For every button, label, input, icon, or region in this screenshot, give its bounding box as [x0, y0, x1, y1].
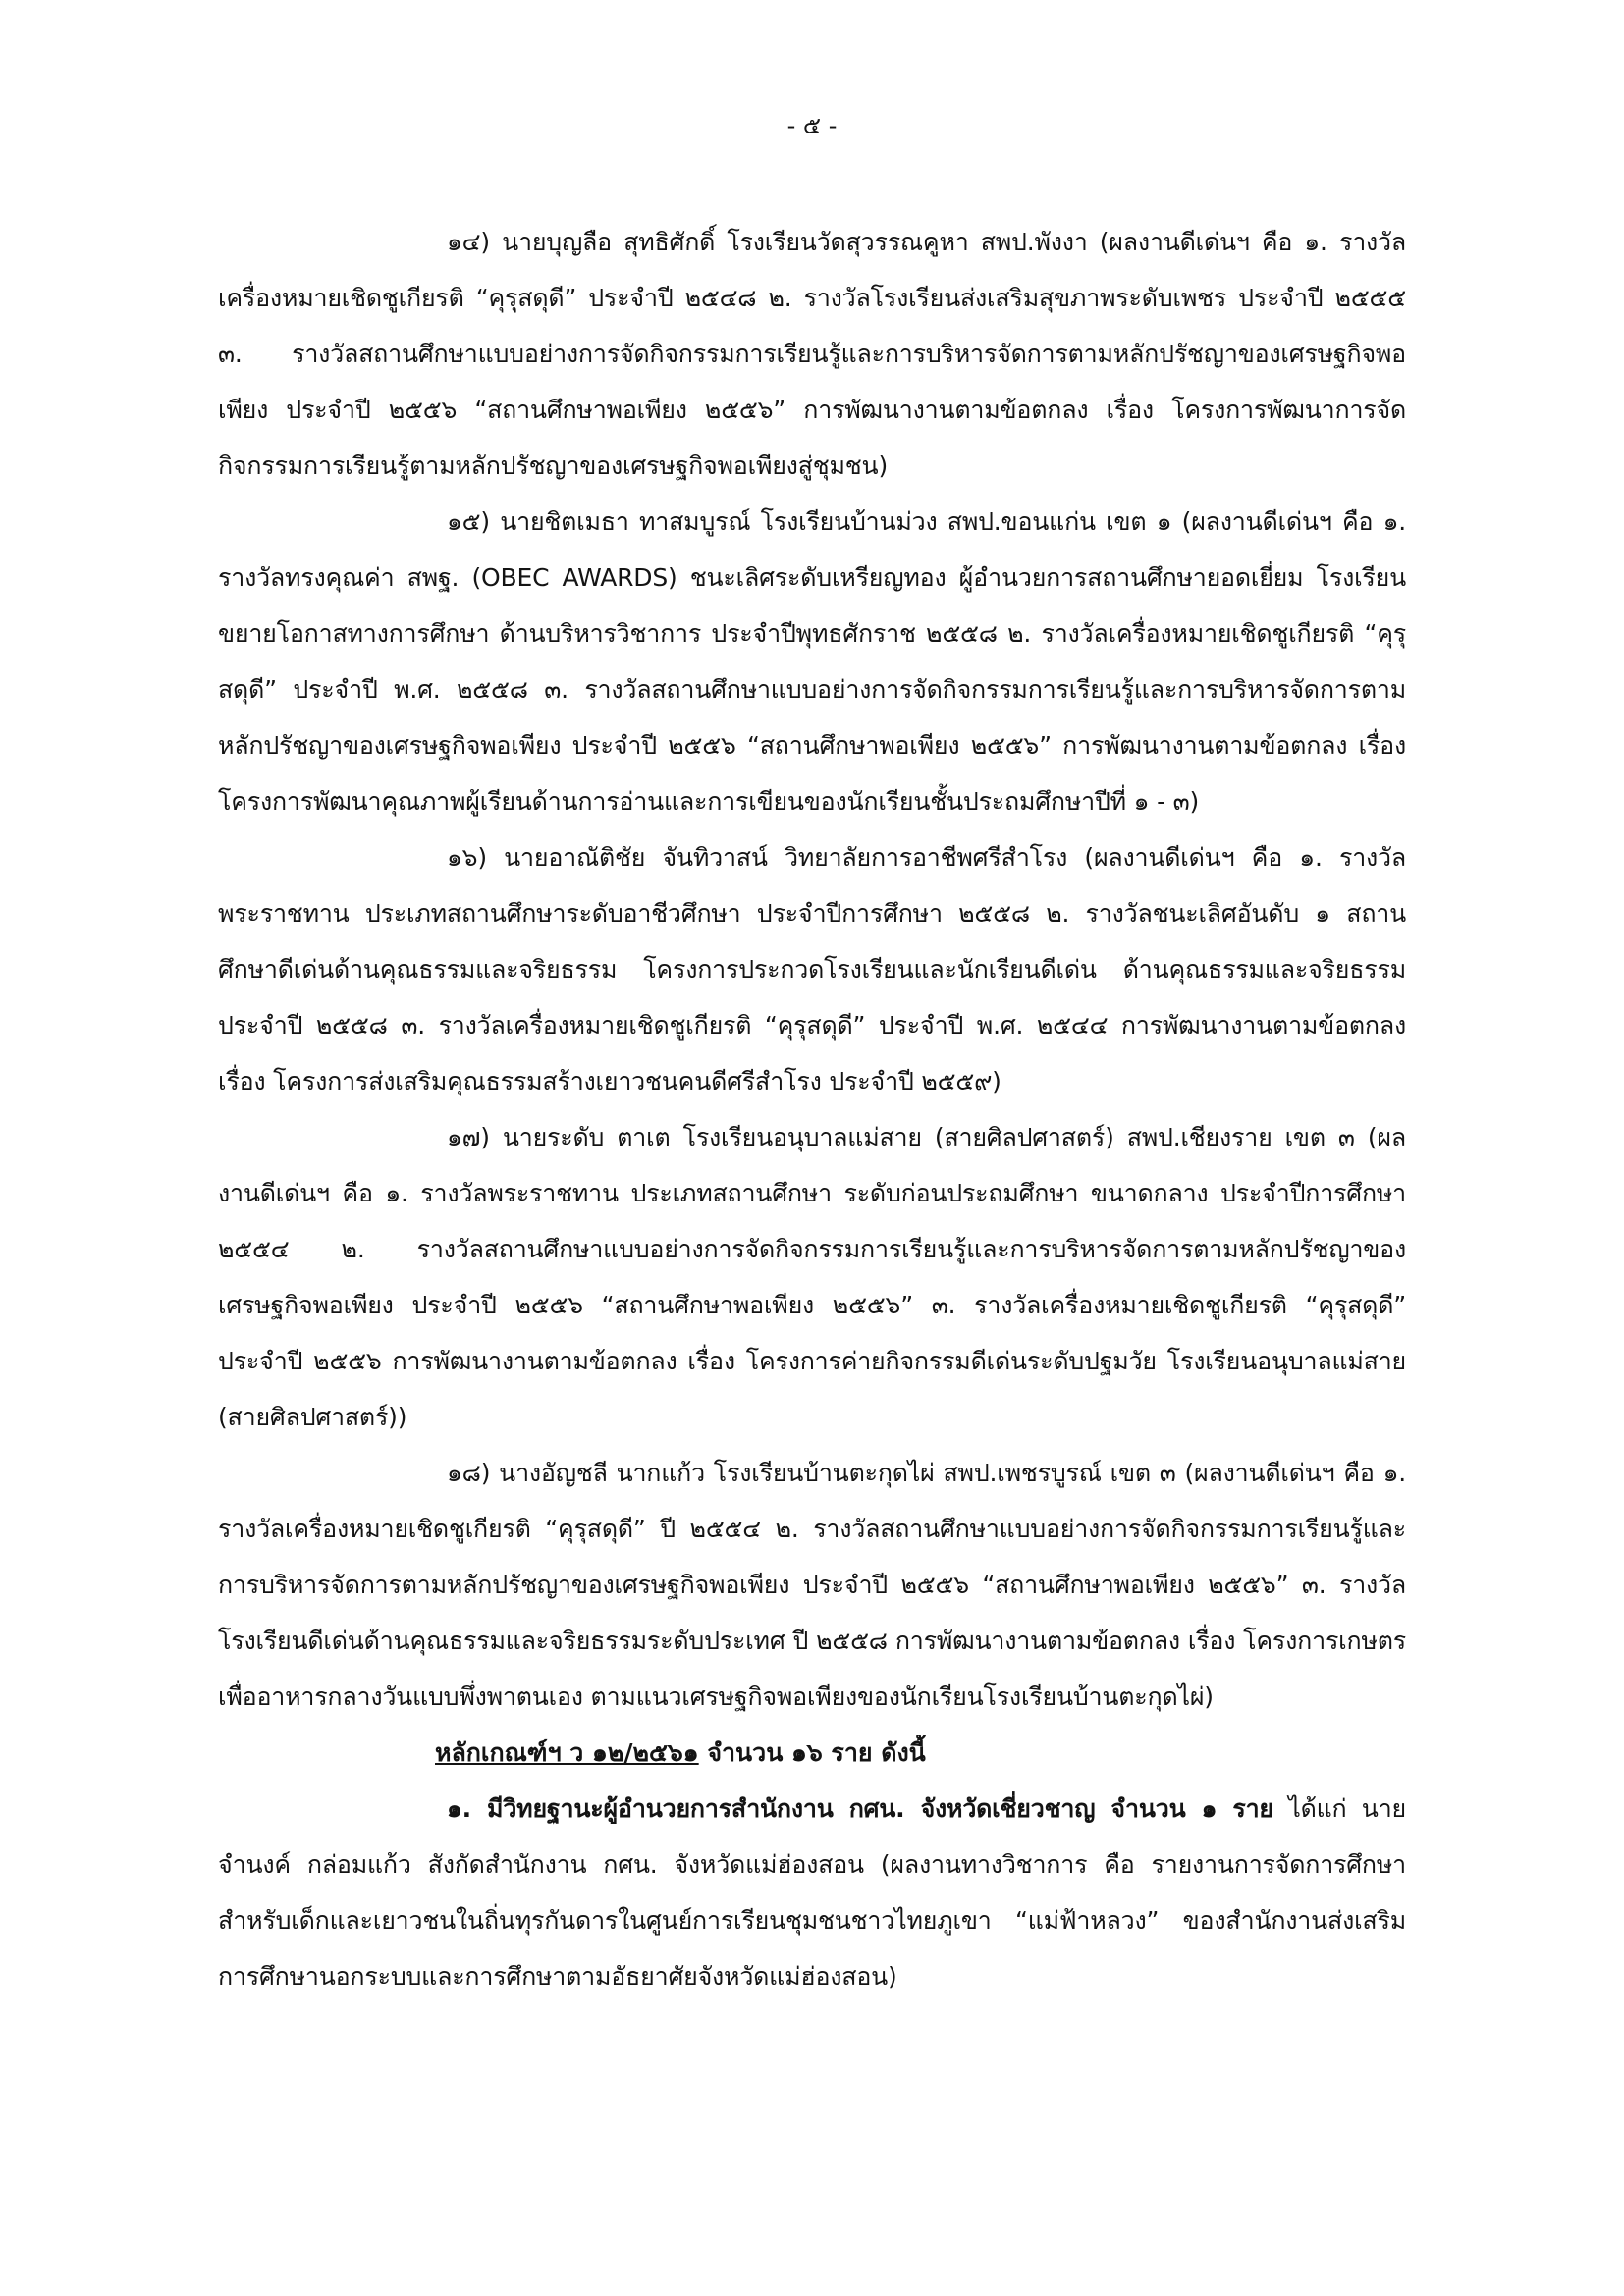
paragraph-item-15: ๑๕) นายชิตเมธา ทาสมบูรณ์ โรงเรียนบ้านม่วง สพป.ขอนแก่น เขต ๑ (ผลงานดีเด่นฯ คือ ๑. รางวัลทรงคุณค่า สพฐ. (OBEC AWARDS) ชนะเลิศระดับเหรียญทอง ผู้อำนวยการสถานศึกษายอดเยี่ยม โรงเรียนขยายโอกาสทางการศึกษา ด้านบริหารวิชาการ ประจำปีพุทธศักราช ๒๕๕๘ ๒. รางวัลเครื่องหมายเชิดชูเกียรติ “คุรุสดุดี” ประจำปี พ.ศ. ๒๕๕๘ ๓. รางวัลสถานศึกษาแบบอย่างการจัดกิจกรรมการเรียนรู้และการบริหารจัดการตามหลักปรัชญาของเศรษฐกิจพอเพียง ประจำปี ๒๕๕๖ “สถานศึกษาพอเพียง ๒๕๕๖” การพัฒนางานตามข้อตกลง เรื่อง โครงการพัฒนาคุณภาพผู้เรียนด้านการอ่านและการเขียนของนักเรียนชั้นประถมศึกษาปีที่ ๑ - ๓) — [218, 507, 1406, 816]
paragraph-item-16: ๑๖) นายอาณัติชัย จันทิวาสน์ วิทยาลัยการอาชีพศรีสำโรง (ผลงานดีเด่นฯ คือ ๑. รางวัลพระราชทาน ประเภทสถานศึกษาระดับอาชีวศึกษา ประจำปีการศึกษา ๒๕๕๘ ๒. รางวัลชนะเลิศอันดับ ๑ สถานศึกษาดีเด่นด้านคุณธรรมและจริยธรรม โครงการประกวดโรงเรียนและนักเรียนดีเด่น ด้านคุณธรรมและจริยธรรม ประจำปี ๒๕๕๘ ๓. รางวัลเครื่องหมายเชิดชูเกียรติ “คุรุสดุดี” ประจำปี พ.ศ. ๒๕๔๔ การพัฒนางานตามข้อตกลง เรื่อง โครงการส่งเสริมคุณธรรมสร้างเยาวชนคนดีศรีสำโรง ประจำปี ๒๕๕๙) — [218, 843, 1406, 1095]
criteria-item-1-text: ได้แก่ นายจำนงค์ กล่อมแก้ว สังกัดสำนักงาน กศน. จังหวัดแม่ฮ่องสอน (ผลงานทางวิชาการ คือ รายงานการจัดการศึกษาสำหรับเด็กและเยาวชนในถิ่นทุรกันดารในศูนย์การเรียนชุมชนชาวไทยภูเขา “แม่ฟ้าหลวง” ของสำนักงานส่งเสริมการศึกษานอกระบบและการศึกษาตามอัธยาศัยจังหวัดแม่ฮ่องสอน) — [218, 1794, 1406, 1991]
paragraph-item-14: ๑๔) นายบุญลือ สุทธิศักดิ์ โรงเรียนวัดสุวรรณคูหา สพป.พังงา (ผลงานดีเด่นฯ คือ ๑. รางวัลเครื่องหมายเชิดชูเกียรติ “คุรุสดุดี” ประจำปี ๒๕๔๘ ๒. รางวัลโรงเรียนส่งเสริมสุขภาพระดับเพชร ประจำปี ๒๕๕๕ ๓. รางวัลสถานศึกษาแบบอย่างการจัดกิจกรรมการเรียนรู้และการบริหารจัดการตามหลักปรัชญาของเศรษฐกิจพอเพียง ประจำปี ๒๕๕๖ “สถานศึกษาพอเพียง ๒๕๕๖” การพัฒนางานตามข้อตกลง เรื่อง โครงการพัฒนาการจัดกิจกรรมการเรียนรู้ตามหลักปรัชญาของเศรษฐกิจพอเพียงสู่ชุมชน) — [218, 228, 1406, 480]
page-number: - ๕ - — [786, 112, 838, 139]
criteria-reference: หลักเกณฑ์ฯ ว ๑๒/๒๕๖๑ — [435, 1738, 699, 1767]
criteria-count: จำนวน ๑๖ ราย ดังนี้ — [698, 1738, 926, 1767]
document-body — [218, 214, 1406, 2004]
criteria-item-1-title: ๑. มีวิทยฐานะผู้อำนวยการสำนักงาน กศน. จังหวัดเชี่ยวชาญ จำนวน ๑ ราย — [447, 1794, 1273, 1823]
paragraph-item-17: ๑๗) นายระดับ ตาเต โรงเรียนอนุบาลแม่สาย (สายศิลปศาสตร์) สพป.เชียงราย เขต ๓ (ผลงานดีเด่นฯ คือ ๑. รางวัลพระราชทาน ประเภทสถานศึกษา ระดับก่อนประถมศึกษา ขนาดกลาง ประจำปีการศึกษา ๒๕๕๔ ๒. รางวัลสถานศึกษาแบบอย่างการจัดกิจกรรมการเรียนรู้และการบริหารจัดการตามหลักปรัชญาของเศรษฐกิจพอเพียง ประจำปี ๒๕๕๖ “สถานศึกษาพอเพียง ๒๕๕๖” ๓. รางวัลเครื่องหมายเชิดชูเกียรติ “คุรุสดุดี” ประจำปี ๒๕๕๖ การพัฒนางานตามข้อตกลง เรื่อง โครงการค่ายกิจกรรมดีเด่นระดับปฐมวัย โรงเรียนอนุบาลแม่สาย (สายศิลปศาสตร์)) — [218, 1123, 1406, 1431]
criteria-heading — [218, 1725, 1406, 1781]
paragraph-item-18: ๑๘) นางอัญชลี นากแก้ว โรงเรียนบ้านตะกุดไผ่ สพป.เพชรบูรณ์ เขต ๓ (ผลงานดีเด่นฯ คือ ๑. รางวัลเครื่องหมายเชิดชูเกียรติ “คุรุสดุดี” ปี ๒๕๕๔ ๒. รางวัลสถานศึกษาแบบอย่างการจัดกิจกรรมการเรียนรู้และการบริหารจัดการตามหลักปรัชญาของเศรษฐกิจพอเพียง ประจำปี ๒๕๕๖ “สถานศึกษาพอเพียง ๒๕๕๖” ๓. รางวัลโรงเรียนดีเด่นด้านคุณธรรมและจริยธรรมระดับประเทศ ปี ๒๕๕๘ การพัฒนางานตามข้อตกลง เรื่อง โครงการเกษตรเพื่ออาหารกลางวันแบบพึ่งพาตนเอง ตามแนวเศรษฐกิจพอเพียงของนักเรียนโรงเรียนบ้านตะกุดไผ่) — [218, 1459, 1406, 1711]
paragraph-criteria-item-1 — [218, 1781, 1406, 2004]
